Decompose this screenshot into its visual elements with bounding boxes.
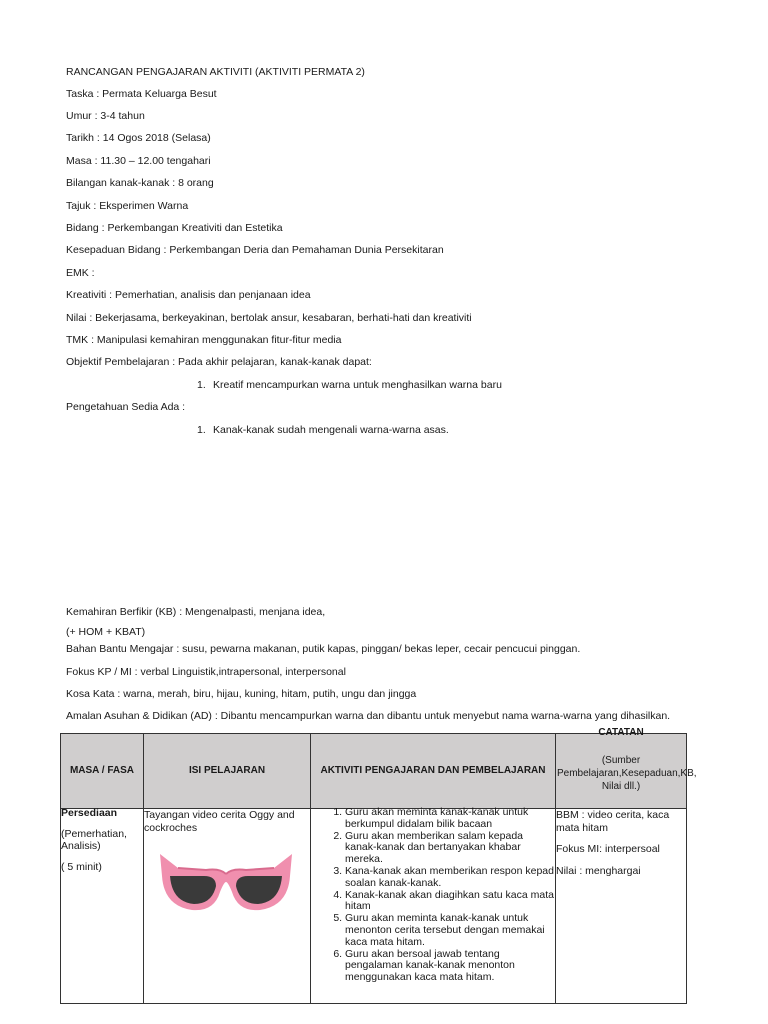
kreativiti-line: Kreativiti : Pemerhatian, analisis dan penjanaan idea: [66, 289, 311, 301]
sunglasses-image: [156, 848, 296, 916]
catatan-title: CATATAN: [598, 727, 644, 739]
pengetahuan-item: 1. Kanak-kanak sudah mengenali warna-warna asas.: [197, 424, 449, 436]
table-header-row: [61, 734, 687, 809]
cell-aktiviti: [311, 806, 556, 1004]
hom-line: (+ HOM + KBAT): [66, 626, 146, 638]
amalan-line: Amalan Asuhan & Didikan (AD) : Dibantu mencampurkan warna dan dibantu untuk menyebut nama warna-warna yang dihasilkan.: [66, 710, 671, 722]
catatan-nilai: Nilai : menghargai: [556, 864, 641, 877]
list-item: 4. Kanak-kanak akan diagihkan satu kaca mata hitam: [345, 890, 555, 914]
catatan-subtitle: (Sumber Pembelajaran,Kesepaduan,KB, Nilai dll.): [557, 754, 697, 792]
objektif-line: Objektif Pembelajaran : Pada akhir pelajaran, kanak-kanak dapat:: [66, 356, 372, 368]
kesepaduan-line: Kesepaduan Bidang : Perkembangan Deria dan Pemahaman Dunia Persekitaran: [66, 244, 444, 256]
document-title: RANCANGAN PENGAJARAN AKTIVITI (AKTIVITI PERMATA 2): [66, 66, 365, 78]
aktiviti-list: [311, 807, 555, 984]
pengetahuan-line: Pengetahuan Sedia Ada :: [66, 401, 186, 413]
kb-line: Kemahiran Berfikir (KB) : Mengenalpasti, menjana idea,: [66, 606, 326, 618]
tajuk-line: Tajuk : Eksperimen Warna: [66, 200, 189, 212]
isi-text: Tayangan video cerita Oggy and cockroches: [144, 809, 295, 834]
cell-isi-pelajaran: [144, 809, 311, 1004]
list-item: 1. Guru akan meminta kanak-kanak untuk berkumpul didalam bilik bacaan: [345, 807, 555, 831]
objektif-item: 1. Kreatif mencampurkan warna untuk menghasilkan warna baru: [197, 379, 502, 391]
catatan-fokus: Fokus MI: interpersoal: [556, 843, 660, 855]
catatan-bbm: BBM : video cerita, kaca mata hitam: [556, 809, 670, 834]
kosa-kata-line: Kosa Kata : warna, merah, biru, hijau, kuning, hitam, putih, ungu dan jingga: [66, 688, 417, 700]
header-catatan: [556, 727, 697, 809]
fasa-durasi: ( 5 minit): [61, 860, 102, 873]
bbm-line: Bahan Bantu Mengajar : susu, pewarna makanan, putik kapas, pinggan/ bekas leper, cecair pencucui pinggan.: [66, 643, 581, 655]
tarikh-line: Tarikh : 14 Ogos 2018 (Selasa): [66, 132, 211, 144]
tmk-line: TMK : Manipulasi kemahiran menggunakan fitur-fitur media: [66, 334, 342, 346]
bilangan-line: Bilangan kanak-kanak : 8 orang: [66, 177, 214, 189]
header-aktiviti: AKTIVITI PENGAJARAN DAN PEMBELAJARAN: [311, 734, 556, 809]
list-item: 3. Kana-kanak akan memberikan respon kepad soalan kanak-kanak.: [345, 866, 555, 890]
fasa-label: Persediaan: [61, 807, 118, 819]
list-item: 2. Guru akan memberikan salam kepada kanak-kanak dan bertanyakan khabar mereka.: [345, 831, 555, 866]
header-masa-fasa: MASA / FASA: [61, 734, 144, 809]
list-item: 6. Guru akan bersoal jawab tentang pengalaman kanak-kanak menonton menggunakan kaca mata hitam.: [345, 949, 555, 984]
taska-line: Taska : Permata Keluarga Besut: [66, 88, 217, 100]
fasa-detail: (Pemerhatian, Analisis): [61, 827, 127, 852]
masa-line: Masa : 11.30 – 12.00 tengahari: [66, 155, 211, 167]
cell-catatan: [556, 809, 687, 1004]
nilai-line: Nilai : Bekerjasama, berkeyakinan, bertolak ansur, kesabaran, berhati-hati dan kreativiti: [66, 312, 472, 324]
cell-masa-fasa: [61, 809, 144, 1004]
fokus-line: Fokus KP / MI : verbal Linguistik,intrapersonal, interpersonal: [66, 666, 346, 678]
bidang-line: Bidang : Perkembangan Kreativiti dan Estetika: [66, 222, 283, 234]
header-isi-pelajaran: ISI PELAJARAN: [144, 734, 311, 809]
umur-line: Umur : 3-4 tahun: [66, 110, 145, 122]
lesson-plan-table: [60, 727, 697, 1004]
emk-line: EMK :: [66, 267, 95, 279]
list-item: 5. Guru akan meminta kanak-kanak untuk menonton cerita tersebut dengan memakai kaca mata hitam.: [345, 913, 555, 948]
table-row: [61, 809, 687, 1004]
